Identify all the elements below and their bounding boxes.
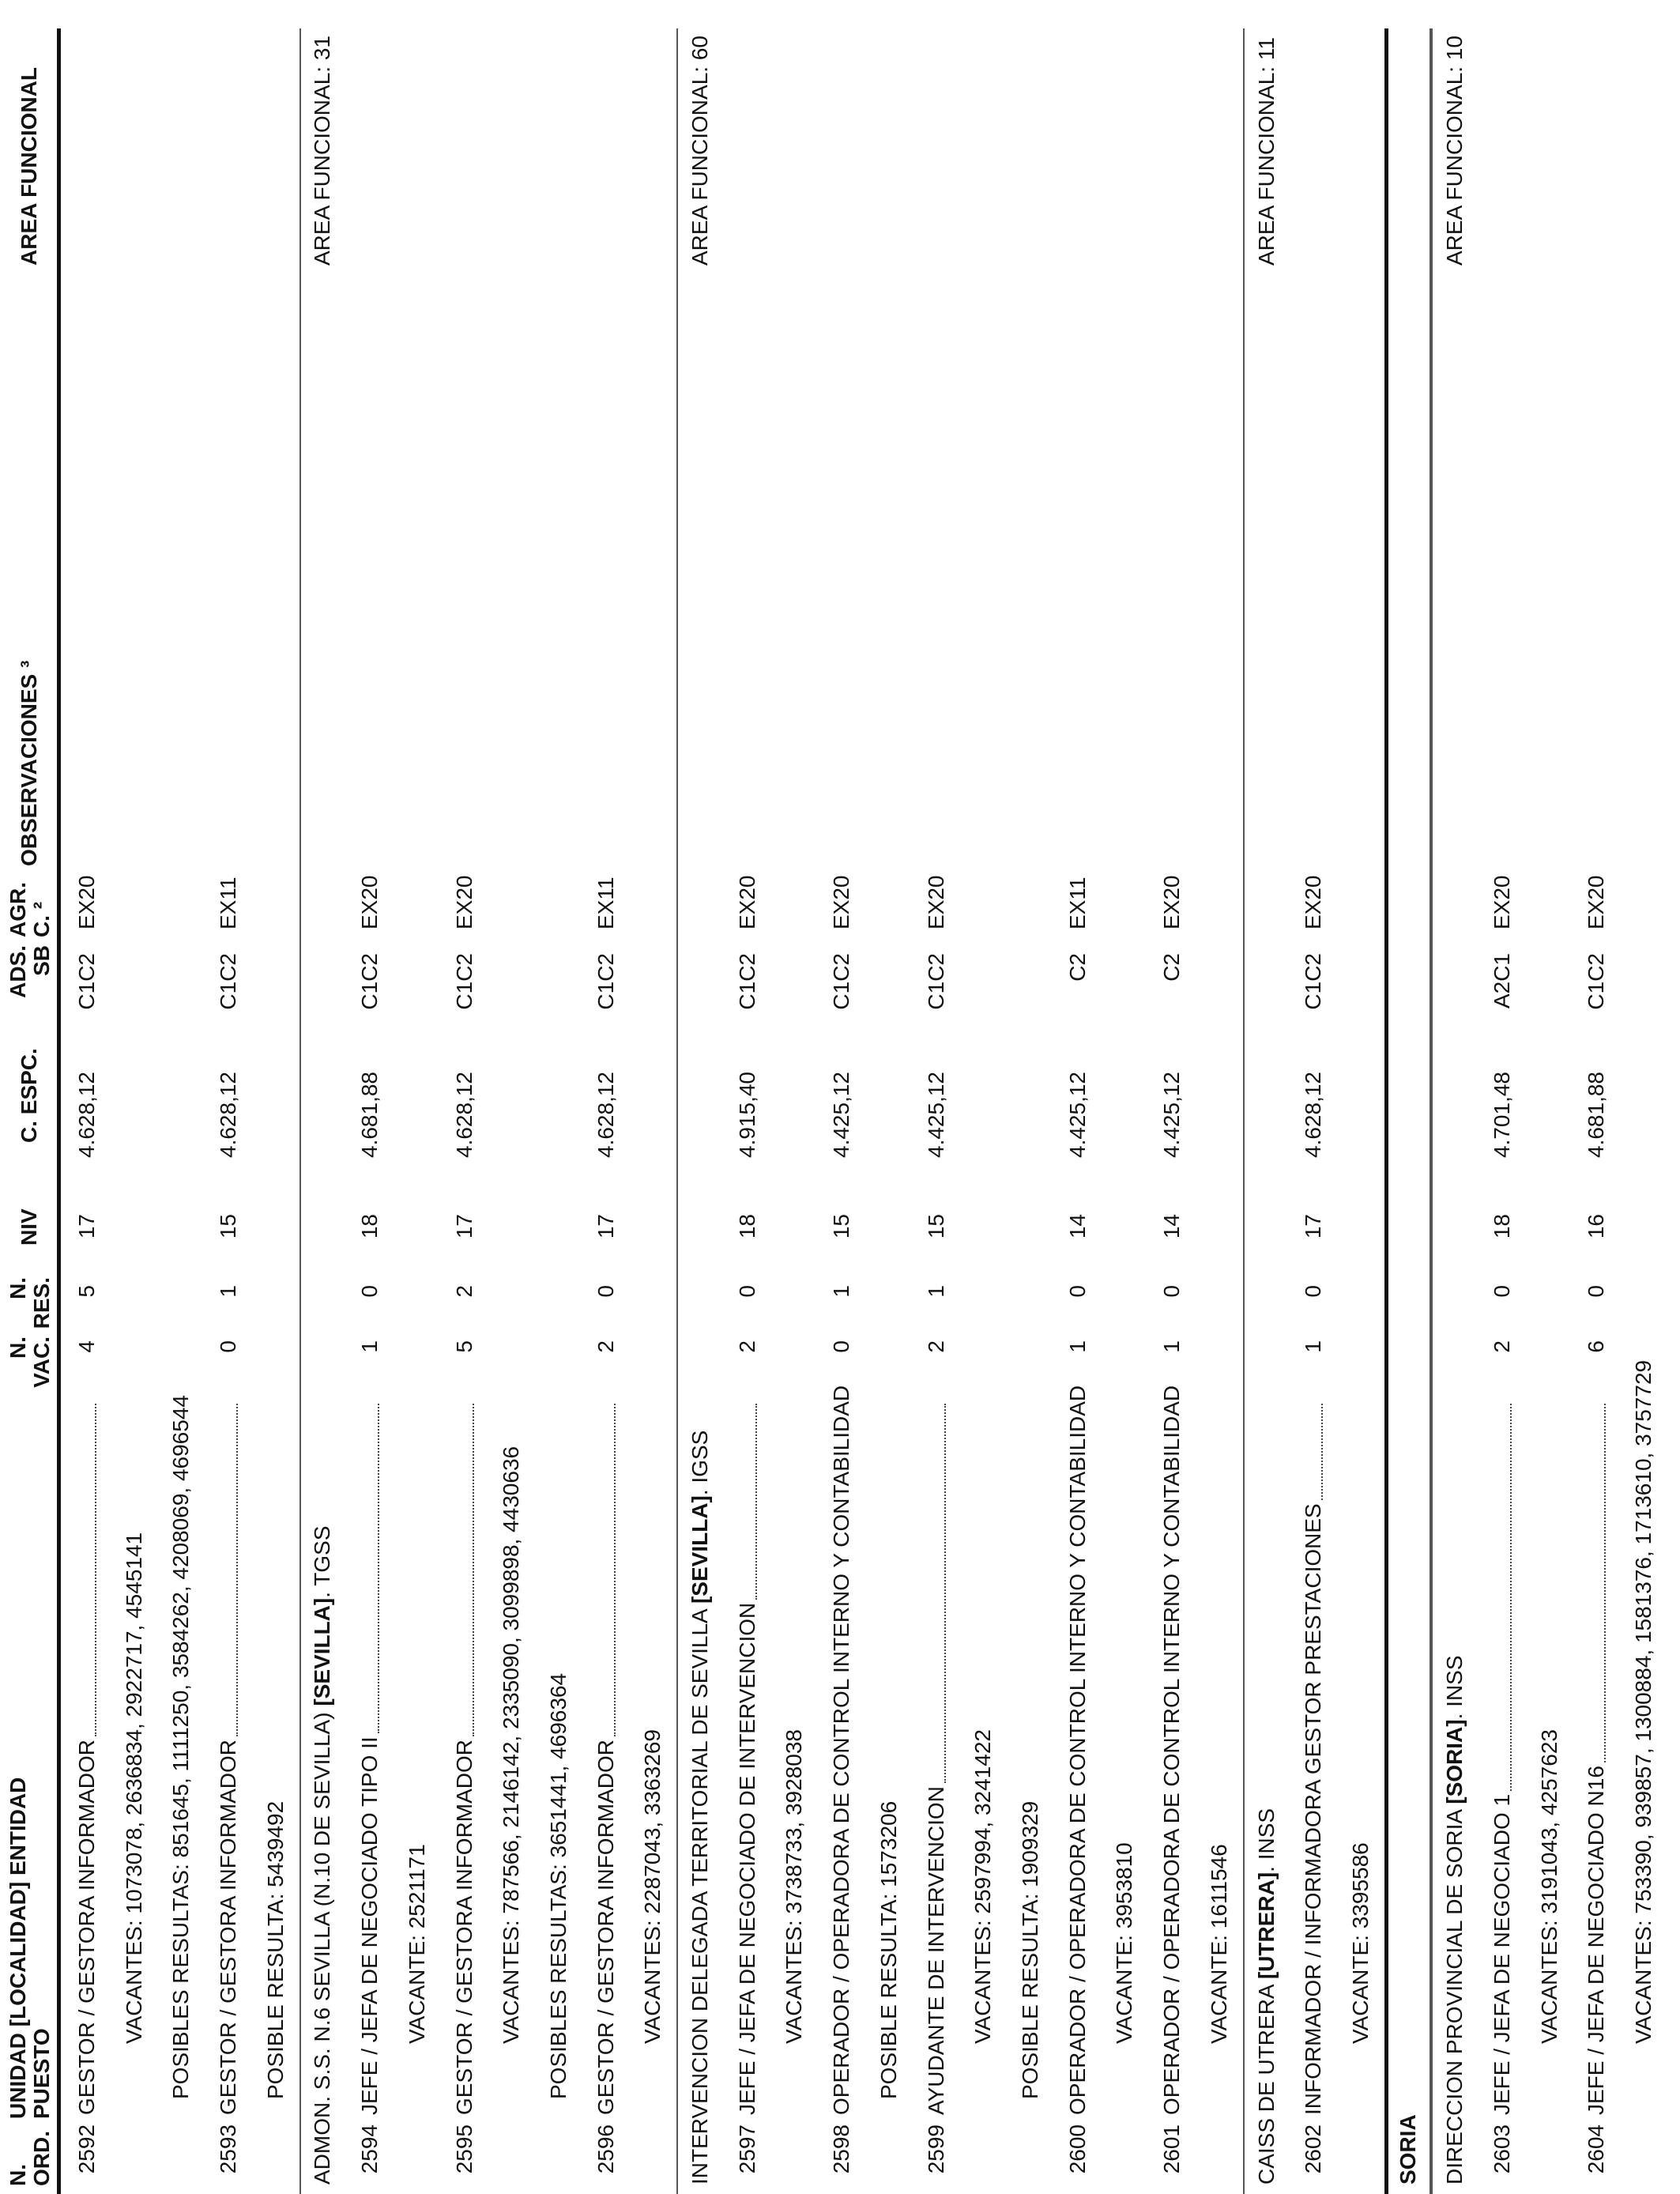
province-heading: SORIA — [1395, 2114, 1420, 2185]
post-n-res: 0 — [734, 1285, 759, 1298]
post-agr-c: EX20 — [451, 875, 477, 929]
post-ord-number: 2596 — [593, 2124, 618, 2174]
post-agr-c: EX11 — [1064, 876, 1090, 929]
post-agr-c: EX20 — [829, 875, 854, 929]
post-niv: 14 — [1159, 1214, 1185, 1239]
post-ads-sb: C1C2 — [593, 953, 618, 1010]
post-n-vac: 6 — [1584, 1340, 1609, 1353]
post-ads-sb: C1C2 — [1584, 953, 1609, 1010]
post-n-res: 1 — [923, 1285, 948, 1298]
post-c-espc: 4.425,12 — [923, 1072, 948, 1158]
post-agr-c: EX20 — [357, 875, 382, 929]
post-ord-number: 2594 — [357, 2124, 382, 2174]
post-agr-c: EX11 — [215, 876, 240, 929]
area-funcional-value: AREA FUNCIONAL: 11 — [1253, 37, 1279, 266]
unit-entity: . INSS — [1442, 1655, 1467, 1720]
post-title: GESTOR / GESTORA INFORMADOR — [215, 1739, 240, 2115]
post-ads-sb: C1C2 — [73, 953, 99, 1010]
post-niv: 17 — [451, 1214, 477, 1239]
post-agr-c: EX20 — [1301, 875, 1326, 929]
post-ads-sb: C1C2 — [829, 953, 854, 1010]
post-agr-c: EX20 — [734, 875, 759, 929]
post-n-res: 0 — [593, 1285, 618, 1298]
post-ord-number: 2602 — [1301, 2124, 1326, 2174]
header-n-vac-line1: N. — [6, 1336, 30, 1359]
province-separator — [1384, 28, 1388, 2194]
post-ads-sb: C2 — [1064, 953, 1090, 982]
post-n-res: 0 — [1159, 1285, 1185, 1298]
post-niv: 17 — [1301, 1214, 1326, 1239]
post-title: OPERADOR / OPERADORA DE CONTROL INTERNO Y CONTABILIDAD — [1064, 1385, 1090, 2115]
post-c-espc: 4.915,40 — [734, 1072, 759, 1158]
unit-name: ADMON. S.S. N.6 SEVILLA (N.10 DE SEVILLA) — [310, 1706, 335, 2185]
post-n-vac: 2 — [923, 1340, 948, 1353]
header-ads-sb-line1: ADS. — [6, 945, 30, 998]
dot-leader — [236, 1404, 238, 1736]
unit-heading — [311, 1525, 334, 2185]
unit-locality: [SEVILLA] — [687, 1495, 713, 1604]
post-ads-sb: C1C2 — [357, 953, 382, 1010]
post-n-res: 5 — [73, 1285, 99, 1298]
header-unidad — [6, 1777, 54, 2119]
post-n-vac: 0 — [215, 1340, 240, 1353]
post-ads-sb: C1C2 — [923, 953, 948, 1010]
unit-entity: . INSS — [1253, 1808, 1279, 1872]
post-agr-c: EX11 — [593, 876, 618, 929]
post-n-vac: 2 — [734, 1340, 759, 1353]
vacantes-line: VACANTES: 1073078, 2636834, 2922717, 4545141 — [121, 1532, 146, 2044]
post-agr-c: EX20 — [1490, 875, 1515, 929]
post-c-espc: 4.425,12 — [1064, 1072, 1090, 1158]
unit-heading — [688, 1431, 712, 2185]
unit-heading — [1443, 1655, 1467, 2185]
post-ord-number: 2595 — [451, 2124, 477, 2174]
resultas-line: POSIBLE RESULTA: 1573206 — [876, 1800, 901, 2099]
resultas-line: POSIBLE RESULTA: 5439492 — [262, 1800, 288, 2099]
post-n-vac: 2 — [1490, 1340, 1515, 1353]
unit-name: CAISS DE UTRERA — [1253, 1979, 1279, 2185]
post-ord-number: 2599 — [923, 2124, 948, 2174]
post-n-res: 1 — [215, 1285, 240, 1298]
vacantes-line: VACANTES: 3738733, 3928038 — [782, 1729, 807, 2044]
post-ads-sb: C2 — [1159, 953, 1185, 982]
area-funcional-value: AREA FUNCIONAL: 10 — [1442, 36, 1467, 266]
vacantes-line: VACANTE: 3953810 — [1112, 1842, 1137, 2044]
post-niv: 15 — [923, 1214, 948, 1239]
post-n-res: 1 — [829, 1285, 854, 1298]
header-n-ord-line1: N. — [6, 2164, 30, 2186]
post-ads-sb: C1C2 — [734, 953, 759, 1010]
post-c-espc: 4.628,12 — [1301, 1072, 1326, 1158]
unit-entity: . TGSS — [310, 1525, 335, 1598]
post-title: GESTOR / GESTORA INFORMADOR — [451, 1739, 477, 2115]
unit-heading — [1255, 1808, 1279, 2185]
post-niv: 15 — [215, 1214, 240, 1239]
post-niv: 18 — [357, 1214, 382, 1239]
dot-leader — [1510, 1404, 1512, 1791]
header-n-res-line2: RES. — [29, 1277, 54, 1329]
post-agr-c: EX20 — [1159, 875, 1185, 929]
resultas-line: POSIBLES RESULTAS: 851645, 1111250, 3584262, 4208069, 4696544 — [168, 1395, 194, 2099]
vacantes-line: VACANTES: 2287043, 3363269 — [640, 1729, 665, 2044]
post-c-espc: 4.628,12 — [215, 1072, 240, 1158]
post-agr-c: EX20 — [1584, 875, 1609, 929]
post-ads-sb: A2C1 — [1490, 953, 1515, 1009]
post-n-res: 0 — [1490, 1285, 1515, 1298]
header-n-res — [6, 1277, 54, 1333]
post-title: JEFE / JEFA DE NEGOCIADO 1 — [1490, 1793, 1515, 2115]
post-agr-c: EX20 — [73, 875, 99, 929]
vacantes-line: VACANTES: 3191043, 4257623 — [1536, 1729, 1561, 2044]
dot-leader — [1604, 1404, 1606, 1762]
header-agr-c-line1: AGR. — [6, 882, 30, 937]
post-ord-number: 2601 — [1159, 2124, 1185, 2174]
post-n-vac: 1 — [1064, 1340, 1090, 1353]
header-ads-sb — [6, 945, 54, 1008]
post-ads-sb: C1C2 — [215, 953, 240, 1010]
post-ord-number: 2592 — [73, 2124, 99, 2174]
unit-entity: . IGSS — [687, 1430, 713, 1496]
post-ord-number: 2603 — [1490, 2124, 1515, 2174]
post-title: GESTOR / GESTORA INFORMADOR — [593, 1739, 618, 2115]
post-ord-number: 2597 — [734, 2124, 759, 2174]
post-c-espc: 4.681,88 — [357, 1072, 382, 1158]
vacantes-line: VACANTE: 3395586 — [1347, 1842, 1373, 2044]
header-area-funcional: AREA FUNCIONAL — [17, 67, 41, 266]
table-header — [0, 0, 57, 2194]
post-n-vac: 1 — [1301, 1340, 1326, 1353]
post-ord-number: 2600 — [1064, 2124, 1090, 2174]
header-ads-sb-line2: SB — [29, 945, 54, 976]
post-niv: 15 — [829, 1214, 854, 1239]
resultas-line: POSIBLE RESULTA: 1909329 — [1017, 1800, 1042, 2099]
post-c-espc: 4.425,12 — [829, 1072, 854, 1158]
post-c-espc: 4.425,12 — [1159, 1072, 1185, 1158]
post-c-espc: 4.681,88 — [1584, 1072, 1609, 1158]
header-unidad-line1: UNIDAD [LOCALIDAD] ENTIDAD — [6, 1777, 30, 2119]
post-ord-number: 2598 — [829, 2124, 854, 2174]
header-n-vac-line2: VAC. — [29, 1336, 54, 1388]
unit-separator — [676, 28, 678, 2194]
post-title: JEFE / JEFA DE NEGOCIADO TIPO II — [357, 1736, 382, 2115]
area-funcional-value: AREA FUNCIONAL: 31 — [310, 36, 335, 266]
post-n-res: 0 — [357, 1285, 382, 1298]
post-n-vac: 2 — [593, 1340, 618, 1353]
post-niv: 14 — [1064, 1214, 1090, 1239]
post-ads-sb: C1C2 — [1301, 953, 1326, 1010]
header-unidad-line2: PUESTO — [29, 2028, 54, 2119]
post-niv: 18 — [1490, 1214, 1515, 1239]
unit-name: INTERVENCION DELEGADA TERRITORIAL DE SEVILLA — [687, 1604, 713, 2185]
post-niv: 18 — [734, 1214, 759, 1239]
post-n-vac: 1 — [357, 1340, 382, 1353]
post-c-espc: 4.628,12 — [451, 1072, 477, 1158]
resultas-line: POSIBLES RESULTAS: 3651441, 4696364 — [545, 1672, 571, 2099]
header-niv: NIV — [17, 1208, 41, 1246]
unit-locality: [UTRERA] — [1253, 1872, 1279, 1980]
dot-leader — [95, 1404, 96, 1736]
area-funcional-value: AREA FUNCIONAL: 60 — [687, 36, 713, 266]
post-title: GESTOR / GESTORA INFORMADOR — [73, 1739, 99, 2115]
post-niv: 17 — [593, 1214, 618, 1239]
dot-leader — [755, 1404, 757, 1600]
header-agr-c-line2: C. ² — [29, 901, 54, 937]
post-ord-number: 2604 — [1584, 2124, 1609, 2174]
post-c-espc: 4.701,48 — [1490, 1072, 1515, 1158]
dot-leader — [473, 1404, 474, 1736]
dot-leader — [1321, 1404, 1323, 1500]
post-n-vac: 1 — [1159, 1340, 1185, 1353]
post-ord-number: 2593 — [215, 2124, 240, 2174]
post-c-espc: 4.628,12 — [73, 1072, 99, 1158]
dot-leader — [378, 1404, 379, 1733]
post-title: JEFE / JEFA DE NEGOCIADO DE INTERVENCION — [734, 1602, 759, 2115]
post-title: AYUDANTE DE INTERVENCION — [923, 1786, 948, 2115]
post-n-res: 0 — [1301, 1285, 1326, 1298]
post-agr-c: EX20 — [923, 875, 948, 929]
header-n-vac — [6, 1336, 54, 1396]
unit-separator — [1243, 28, 1245, 2194]
post-n-res: 0 — [1064, 1285, 1090, 1298]
dot-leader — [614, 1404, 616, 1736]
header-observaciones: OBSERVACIONES ³ — [17, 660, 41, 866]
unit-separator — [299, 28, 301, 2194]
post-niv: 16 — [1584, 1214, 1609, 1239]
post-niv: 17 — [73, 1214, 99, 1239]
vacantes-line: VACANTES: 753390, 939857, 1300884, 1581376, 1713610, 3757729 — [1631, 1359, 1656, 2044]
post-title: INFORMADOR / INFORMADORA GESTOR PRESTACIONES — [1301, 1503, 1326, 2115]
post-n-vac: 4 — [73, 1340, 99, 1353]
vacantes-line: VACANTE: 2521171 — [404, 1844, 429, 2044]
post-c-espc: 4.628,12 — [593, 1072, 618, 1158]
post-ads-sb: C1C2 — [451, 953, 477, 1010]
post-title: OPERADOR / OPERADORA DE CONTROL INTERNO Y CONTABILIDAD — [829, 1385, 854, 2115]
header-c-espc: C. ESPC. — [17, 1048, 41, 1143]
header-n-ord-line2: ORD. — [29, 2131, 54, 2186]
post-n-vac: 5 — [451, 1340, 477, 1353]
dot-leader — [944, 1404, 946, 1783]
post-title: JEFE / JEFA DE NEGOCIADO N16 — [1584, 1766, 1609, 2115]
post-title: OPERADOR / OPERADORA DE CONTROL INTERNO Y CONTABILIDAD — [1159, 1385, 1185, 2115]
header-n-ord — [6, 2123, 54, 2186]
unit-locality: [SORIA] — [1442, 1719, 1467, 1804]
post-n-res: 0 — [1584, 1285, 1609, 1298]
unit-locality: [SEVILLA] — [310, 1597, 335, 1706]
vacantes-line: VACANTE: 1611546 — [1206, 1844, 1231, 2044]
header-agr-c — [6, 874, 54, 937]
vacantes-line: VACANTES: 787566, 2146142, 2335090, 3099898, 4430636 — [499, 1446, 524, 2044]
header-rule — [57, 28, 61, 2194]
header-n-res-line1: N. — [6, 1277, 30, 1299]
unit-separator — [1431, 28, 1433, 2194]
post-n-vac: 0 — [829, 1340, 854, 1353]
vacantes-line: VACANTES: 2597994, 3241422 — [970, 1729, 996, 2044]
post-n-res: 2 — [451, 1285, 477, 1298]
unit-name: DIRECCION PROVINCIAL DE SORIA — [1442, 1804, 1467, 2185]
